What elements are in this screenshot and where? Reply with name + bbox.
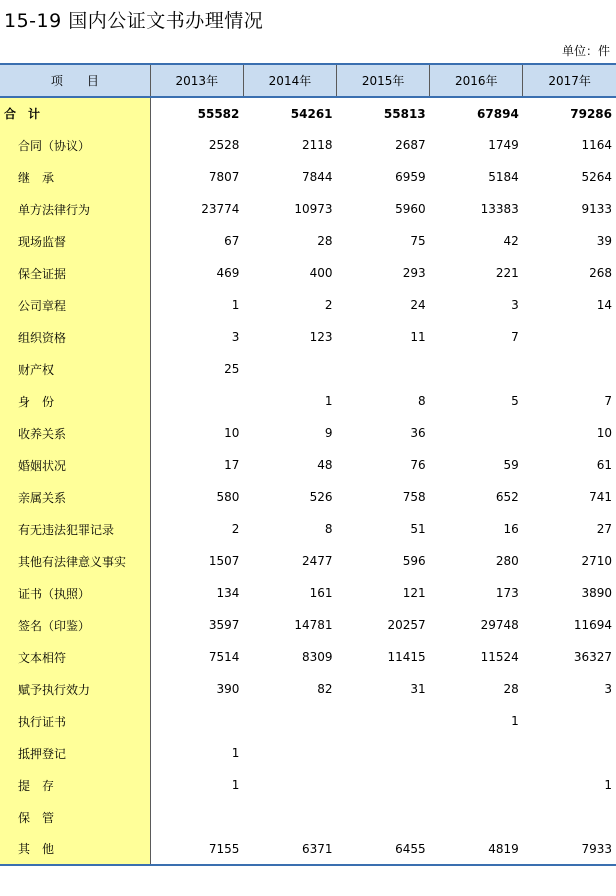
table-row — [0, 481, 616, 513]
table-row — [0, 385, 616, 417]
value-cell: 79286 — [570, 106, 612, 121]
value-cell: 14 — [596, 298, 612, 312]
row-label: 证书（执照） — [0, 577, 150, 609]
value-cell: 14781 — [294, 618, 333, 632]
table-row — [0, 641, 616, 673]
table-row — [0, 289, 616, 321]
value-cell: 2710 — [581, 554, 612, 568]
value-cell — [243, 769, 336, 801]
value-cell: 8309 — [301, 650, 333, 664]
row-label: 单方法律行为 — [0, 193, 150, 225]
value-cell: 8 — [418, 394, 426, 408]
value-cell: 59 — [503, 458, 519, 472]
value-cell: 1 — [604, 778, 612, 792]
row-label: 公司章程 — [0, 289, 150, 321]
row-label: 签名（印鉴） — [0, 609, 150, 641]
value-cell: 39 — [596, 234, 612, 248]
table-row — [0, 545, 616, 577]
value-cell: 1749 — [488, 138, 519, 152]
value-cell: 596 — [402, 554, 426, 568]
table-row — [0, 161, 616, 193]
value-cell: 11524 — [480, 650, 519, 664]
table-row — [0, 737, 616, 769]
value-cell: 134 — [216, 586, 240, 600]
value-cell: 7 — [511, 330, 519, 344]
value-cell: 42 — [503, 234, 519, 248]
row-label: 继 承 — [0, 161, 150, 193]
value-cell: 221 — [495, 266, 519, 280]
value-cell: 9133 — [581, 202, 612, 216]
value-cell: 6959 — [395, 170, 426, 184]
value-cell: 123 — [309, 330, 333, 344]
value-cell: 11694 — [573, 618, 612, 632]
value-cell: 580 — [216, 490, 240, 504]
value-cell: 24 — [410, 298, 426, 312]
value-cell: 1 — [231, 746, 240, 760]
value-cell: 1 — [511, 714, 519, 728]
value-cell: 3597 — [208, 618, 240, 632]
value-cell: 10 — [224, 426, 240, 440]
value-cell: 7933 — [523, 833, 616, 865]
value-cell — [523, 353, 616, 385]
value-cell: 1164 — [581, 138, 612, 152]
value-cell: 25 — [224, 362, 240, 376]
row-label: 亲属关系 — [0, 481, 150, 513]
value-cell — [523, 801, 616, 833]
value-cell: 1 — [231, 298, 240, 312]
value-cell: 5264 — [581, 170, 612, 184]
value-cell: 2118 — [301, 138, 333, 152]
value-cell: 5960 — [395, 202, 426, 216]
table-row — [0, 609, 616, 641]
table-row — [0, 225, 616, 257]
value-cell — [243, 705, 336, 737]
value-cell: 3 — [604, 682, 612, 696]
table-row — [0, 193, 616, 225]
table-row — [0, 449, 616, 481]
table-row — [0, 129, 616, 161]
row-label: 有无违法犯罪记录 — [0, 513, 150, 545]
value-cell: 2477 — [301, 554, 333, 568]
value-cell: 741 — [589, 490, 612, 504]
header-year: 2013年 — [150, 64, 243, 97]
value-cell: 20257 — [387, 618, 426, 632]
value-cell: 526 — [309, 490, 333, 504]
value-cell — [430, 801, 523, 833]
value-cell: 10973 — [294, 202, 333, 216]
value-cell: 13383 — [480, 202, 519, 216]
value-cell: 7844 — [301, 170, 333, 184]
table-row — [0, 417, 616, 449]
value-cell: 10 — [596, 426, 612, 440]
value-cell — [430, 353, 523, 385]
value-cell: 3 — [511, 298, 519, 312]
row-label: 其 他 — [0, 833, 150, 865]
value-cell: 54261 — [290, 106, 333, 121]
value-cell: 28 — [503, 682, 519, 696]
value-cell: 55813 — [383, 106, 426, 121]
value-cell: 7155 — [150, 833, 243, 865]
row-label: 赋予执行效力 — [0, 673, 150, 705]
page-title: 15-19 国内公证文书办理情况 — [4, 10, 264, 32]
value-cell: 75 — [410, 234, 426, 248]
value-cell — [337, 801, 430, 833]
header-year: 2016年 — [430, 64, 523, 97]
value-cell — [430, 417, 523, 449]
value-cell: 3890 — [581, 586, 612, 600]
value-cell — [243, 801, 336, 833]
value-cell: 82 — [317, 682, 333, 696]
value-cell: 61 — [596, 458, 612, 472]
row-label: 提 存 — [0, 769, 150, 801]
value-cell: 758 — [402, 490, 426, 504]
value-cell: 55582 — [197, 106, 240, 121]
value-cell: 161 — [309, 586, 333, 600]
table-row — [0, 353, 616, 385]
value-cell: 293 — [402, 266, 426, 280]
row-label: 合同（协议） — [0, 129, 150, 161]
row-label: 收养关系 — [0, 417, 150, 449]
value-cell: 51 — [410, 522, 426, 536]
header-year: 2014年 — [243, 64, 336, 97]
row-label: 其他有法律意义事实 — [0, 545, 150, 577]
value-cell — [337, 769, 430, 801]
value-cell: 2 — [231, 522, 240, 536]
row-label: 保全证据 — [0, 257, 150, 289]
row-label: 身 份 — [0, 385, 150, 417]
value-cell — [150, 385, 243, 417]
value-cell: 8 — [324, 522, 333, 536]
value-cell: 2528 — [208, 138, 240, 152]
value-cell: 36327 — [573, 650, 612, 664]
value-cell: 268 — [589, 266, 612, 280]
value-cell: 652 — [495, 490, 519, 504]
statistics-table — [0, 63, 616, 866]
row-label: 财产权 — [0, 353, 150, 385]
row-label: 文本相符 — [0, 641, 150, 673]
value-cell: 3 — [231, 330, 240, 344]
value-cell — [430, 769, 523, 801]
value-cell: 17 — [224, 458, 240, 472]
header-item: 项 目 — [0, 64, 150, 97]
row-label: 组织资格 — [0, 321, 150, 353]
value-cell: 280 — [495, 554, 519, 568]
row-label: 执行证书 — [0, 705, 150, 737]
table-row — [0, 801, 616, 833]
table-row — [0, 257, 616, 289]
value-cell: 121 — [402, 586, 426, 600]
value-cell: 5184 — [488, 170, 519, 184]
row-label: 抵押登记 — [0, 737, 150, 769]
table-row — [0, 321, 616, 353]
row-label: 合 计 — [0, 97, 150, 129]
value-cell — [243, 353, 336, 385]
value-cell: 6371 — [243, 833, 336, 865]
value-cell: 469 — [216, 266, 240, 280]
value-cell: 7 — [604, 394, 612, 408]
value-cell — [523, 737, 616, 769]
table-row — [0, 97, 616, 129]
value-cell: 11 — [410, 330, 426, 344]
value-cell: 36 — [410, 426, 426, 440]
table-row — [0, 833, 616, 865]
value-cell — [523, 705, 616, 737]
value-cell: 67894 — [477, 106, 519, 121]
value-cell: 27 — [596, 522, 612, 536]
value-cell: 67 — [224, 234, 240, 248]
value-cell — [150, 705, 243, 737]
unit-label: 单位：件 — [561, 44, 610, 58]
value-cell — [337, 737, 430, 769]
value-cell — [523, 321, 616, 353]
table-row — [0, 673, 616, 705]
value-cell: 1 — [231, 778, 240, 792]
header-year: 2015年 — [337, 64, 430, 97]
value-cell: 7807 — [208, 170, 240, 184]
table-row — [0, 577, 616, 609]
value-cell: 11415 — [387, 650, 426, 664]
value-cell: 29748 — [480, 618, 519, 632]
table-row — [0, 769, 616, 801]
value-cell: 48 — [317, 458, 333, 472]
value-cell: 16 — [503, 522, 519, 536]
value-cell: 76 — [410, 458, 426, 472]
value-cell: 9 — [324, 426, 333, 440]
header-row — [0, 64, 616, 97]
value-cell: 390 — [216, 682, 240, 696]
table-body — [0, 97, 616, 865]
value-cell: 6455 — [337, 833, 430, 865]
value-cell: 4819 — [430, 833, 523, 865]
value-cell: 7514 — [208, 650, 240, 664]
value-cell: 400 — [309, 266, 333, 280]
row-label: 现场监督 — [0, 225, 150, 257]
row-label: 婚姻状况 — [0, 449, 150, 481]
value-cell — [243, 737, 336, 769]
value-cell: 5 — [511, 394, 519, 408]
row-label: 保 管 — [0, 801, 150, 833]
value-cell — [337, 705, 430, 737]
table-row — [0, 705, 616, 737]
header-year: 2017年 — [523, 64, 616, 97]
value-cell — [430, 737, 523, 769]
value-cell: 23774 — [201, 202, 240, 216]
value-cell: 1 — [324, 394, 333, 408]
value-cell — [150, 801, 243, 833]
value-cell: 28 — [317, 234, 333, 248]
value-cell: 2687 — [395, 138, 426, 152]
value-cell: 173 — [495, 586, 519, 600]
value-cell: 2 — [324, 298, 333, 312]
table-row — [0, 513, 616, 545]
value-cell — [337, 353, 430, 385]
value-cell: 1507 — [208, 554, 240, 568]
value-cell: 31 — [410, 682, 426, 696]
